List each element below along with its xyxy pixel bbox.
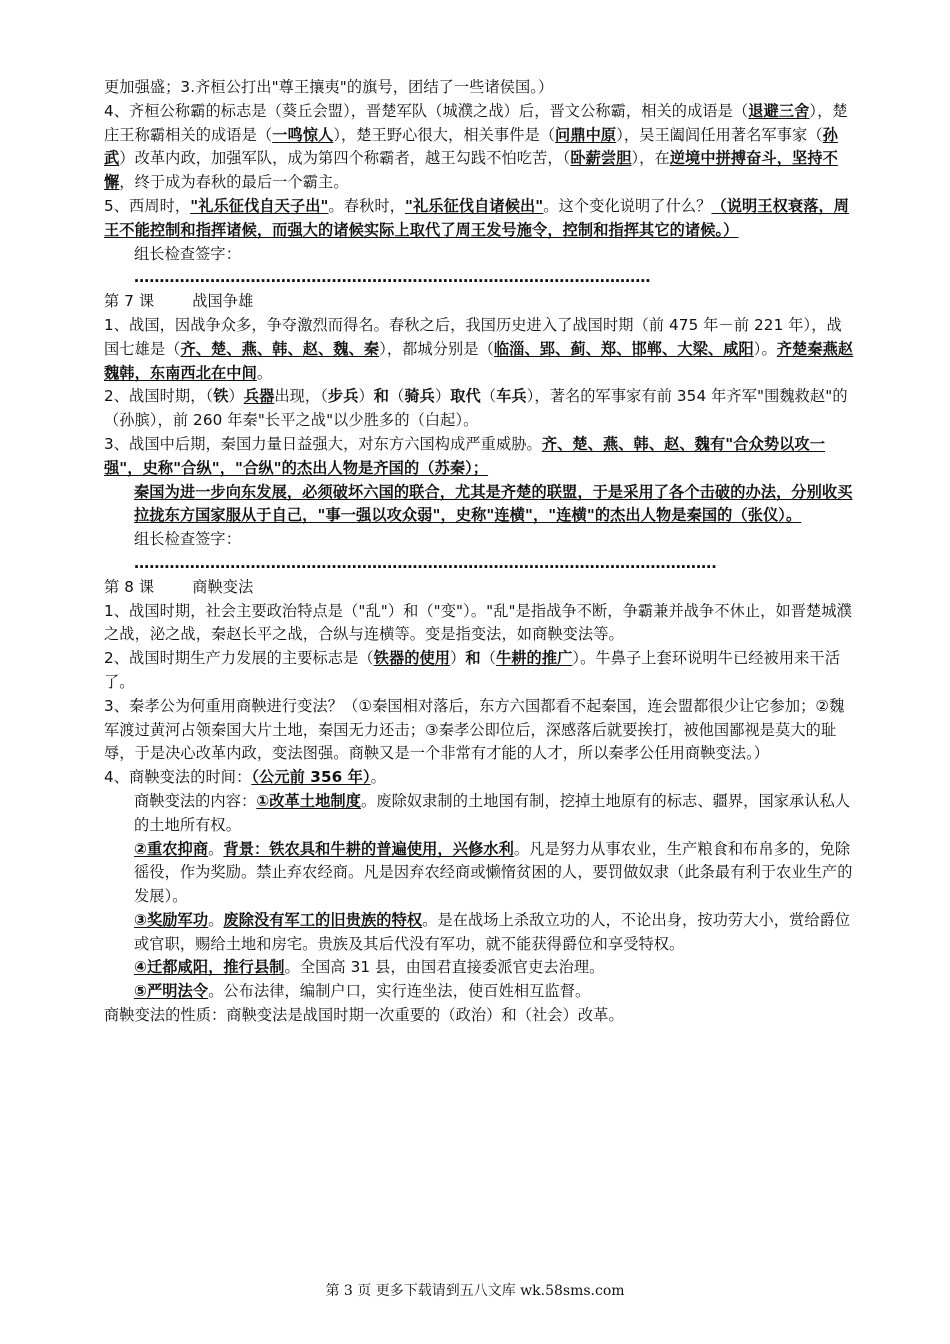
document-body (104, 76, 856, 1028)
text-run: ） (358, 387, 374, 406)
text-run: 。凡是努力从事农业，生产粮食和布帛多的，免除徭役，作为奖励。禁止弃农经商。凡是因弃农经商或懒惰贫困的人，要罚做奴隶（此条最有利于农业生产的发展）。 (134, 839, 853, 906)
bold-text: 步兵 (327, 387, 359, 406)
text-run: 更加强盛；3.齐桓公打出"尊王攘夷"的旗号，团结了一些诸侯国。） (104, 78, 554, 96)
text-run: ）。牛鼻子上套环说明牛已经被用来干活了。 (104, 649, 840, 691)
bold-text: 和 (373, 387, 390, 406)
underlined-answer: 一鸣惊人 (272, 125, 334, 144)
underlined-answer: ③奖励军功 (134, 910, 209, 929)
underlined-answer: "礼乐征伐自天子出" (190, 196, 329, 215)
text-run: ），楚王野心很大，相关事件是（ (333, 125, 556, 144)
paragraph (104, 314, 856, 385)
underlined-answer: 退避三舍 (748, 101, 810, 120)
signature-dotted-line: ……………………………………………………………………………………………………. (134, 553, 717, 572)
text-run: 商鞅变法的性质：商鞅变法是战国时期一次重要的（政治）和（社会）改革。 (104, 1006, 624, 1025)
text-run: 第 7 课 (104, 292, 155, 311)
underlined-answer: 牛耕的推广 (495, 649, 573, 668)
text-run: 出现，（ (274, 387, 328, 406)
paragraph (104, 909, 856, 957)
text-run: 。 (208, 839, 224, 858)
text-run: 1、战国时期，社会主要政治特点是（"乱"）和（"变"）。"乱"是指战争不断，争霸兼并战争不休止，如晋楚城濮之战，泌之战，秦赵长平之战，合纵与连横等。变是指变法，如商鞅变法等。 (104, 601, 852, 644)
text-run: 。 (370, 768, 386, 787)
text-run: ），楚庄王称霸相关的成语是（ (104, 101, 848, 144)
paragraph (104, 243, 856, 267)
text-run: 战国争雄 (192, 292, 254, 311)
text-run: 1、战国，因战争众多，争夺激烈而得名。春秋之后，我国历史进入了战国时期（前 475 年－前 221 年），战国七雄是（ (104, 315, 842, 358)
paragraph (104, 647, 856, 695)
underlined-answer: 齐、楚、燕、韩、赵、魏、秦 (180, 339, 380, 358)
text-run: 5、西周时， (104, 196, 191, 215)
text-run: ） (434, 387, 451, 406)
text-run: ），都城分别是（ (379, 339, 494, 358)
text-run: 4、齐桓公称霸的标志是（葵丘会盟），晋楚军队（城濮之战）后，晋文公称霸，相关的成语是（ (104, 101, 749, 120)
text-run: 。公布法律，编制户口，实行连坐法，使百姓相互监督。 (208, 982, 591, 1001)
underlined-answer: （公元前 356 年） (251, 768, 371, 787)
paragraph (104, 766, 856, 790)
text-run: 组长检查签字： (134, 244, 242, 263)
page-footer: 第 3 页 更多下载请到五八文库 wk.58sms.com (325, 1283, 625, 1299)
paragraph (104, 956, 856, 980)
text-run: 商鞅变法 (192, 577, 254, 596)
text-run: 。这个变化说明了什么？ (543, 196, 712, 215)
text-run: ） (228, 387, 244, 406)
underlined-answer: 齐、楚、燕、韩、赵、魏有"合众势以攻一强"，史称"合纵"，"合纵"的杰出人物是齐国的（苏秦）； (104, 434, 825, 477)
paragraph (104, 528, 856, 552)
paragraph (104, 100, 856, 195)
text-run: 2、战国时期生产力发展的主要标志是（ (104, 649, 374, 668)
underlined-answer: 卧薪尝胆 (570, 149, 632, 168)
underlined-answer: 孙武 (104, 125, 838, 168)
lesson-heading (104, 576, 856, 600)
lesson-heading (104, 290, 856, 314)
paragraph (104, 1004, 856, 1028)
text-run: ，终于成为春秋的最后一个霸主。 (119, 173, 349, 192)
paragraph (104, 695, 856, 766)
bold-text: 车兵 (496, 387, 527, 406)
text-run: 组长检查签字： (134, 530, 242, 549)
underlined-answer: 临淄、郢、蓟、郑、邯郸、大梁、咸阳 (493, 339, 754, 358)
underlined-answer: 铁器的使用 (373, 649, 451, 668)
paragraph (104, 600, 856, 648)
text-run: 第 8 课 (104, 577, 155, 596)
text-run: 2、战国时期，（ (104, 387, 214, 406)
paragraph (104, 76, 856, 100)
text-run: ） (450, 649, 466, 668)
text-run: ），著名的军事家有前 354 年齐军"围魏救赵"的（孙膑），前 260 年秦"长平之战"以少胜多的（白起）。 (104, 387, 848, 430)
text-run: （ (480, 649, 496, 668)
underlined-answer: 齐楚秦燕赵魏韩，东南西北在中间 (104, 339, 854, 382)
text-run: 。废除奴隶制的土地国有制，挖掉土地原有的标志、疆界，国家承认私人的土地所有权。 (134, 791, 851, 834)
text-run: ）。 (753, 339, 777, 358)
underlined-answer: ④迁都咸阳，推行县制 (134, 958, 285, 977)
signature-dotted-line: ………………………………………………………………………………………… (134, 268, 651, 287)
text-run: 3、秦孝公为何重用商鞅进行变法？（①秦国相对落后，东方六国都看不起秦国，连会盟都很少让它参加；②魏军渡过黄河占领秦国大片土地，秦国无力还击；③秦孝公即位后，深感落后就要挨打，被他国鄙视是莫大的耻辱，于是决心改革内政，变法图强。商鞅又是一个非常有才能的人才，所以秦孝公任用商鞅变法。） (104, 696, 845, 763)
text-run: 。 (256, 363, 273, 382)
text-run: ）改革内政，加强军队，成为第四个称霸者，越王勾践不怕吃苦，（ (119, 149, 571, 168)
paragraph (104, 433, 856, 481)
underlined-answer: ①改革土地制度 (256, 791, 361, 810)
underlined-answer: ②重农抑商 (134, 839, 209, 858)
underlined-answer: 秦国为进一步向东发展，必须破坏六国的联合，尤其是齐楚的联盟，于是采用了各个击破的办法，分别收买拉拢东方国家服从于自己，"事一强以攻众弱"，史称"连横"，"连横"的杰出人物是秦国的（张仪）。 (134, 482, 853, 525)
underlined-answer: 逆境中拼搏奋斗，坚持不懈 (104, 149, 838, 192)
text-run: ），在 (631, 149, 670, 168)
underlined-answer: （说明王权衰落，周王不能控制和指挥诸候，而强大的诸候实际上取代了周王发号施令，控制和指挥其它的诸候。） (104, 196, 850, 239)
underlined-answer: 问鼎中原 (555, 125, 617, 144)
text-run: 3、战国中后期，秦国力量日益强大，对东方六国构成严重威胁。 (104, 434, 542, 453)
bold-text: 铁 (213, 387, 229, 406)
bold-text: 和 (465, 649, 481, 668)
underlined-answer: "礼乐征伐自诸候出" (404, 196, 544, 215)
text-run: 商鞅变法的内容： (134, 791, 257, 810)
underlined-answer: 背景：铁农具和牛耕的普遍使用，兴修水利 (223, 839, 514, 858)
paragraph (104, 481, 856, 529)
text-run: 。是在战场上杀敌立功的人，不论出身，按功劳大小，赏给爵位或官职，赐给土地和房宅。贵族及其后代没有军功，就不能获得爵位和享受特权。 (134, 910, 851, 953)
text-run: （ (480, 387, 497, 406)
bold-text: 骑兵 (404, 387, 435, 406)
bold-text: 取代 (450, 387, 481, 406)
text-run: 4、商鞅变法的时间： (104, 768, 252, 787)
text-run: 。全国高 31 县，由国君直接委派官吏去治理。 (284, 958, 605, 977)
paragraph (104, 790, 856, 838)
underlined-answer: ⑤严明法令 (134, 982, 209, 1001)
text-run: ），吴王阖闾任用著名军事家（ (616, 125, 823, 144)
underlined-answer: 兵器 (243, 387, 275, 406)
paragraph (104, 385, 856, 433)
underlined-answer: 废除没有军工的旧贵族的特权 (223, 910, 423, 929)
text-run: 。春秋时， (328, 196, 405, 215)
paragraph (104, 195, 856, 243)
paragraph (104, 838, 856, 909)
text-run: 。 (208, 910, 224, 929)
text-run: （ (389, 387, 405, 406)
paragraph (104, 980, 856, 1004)
